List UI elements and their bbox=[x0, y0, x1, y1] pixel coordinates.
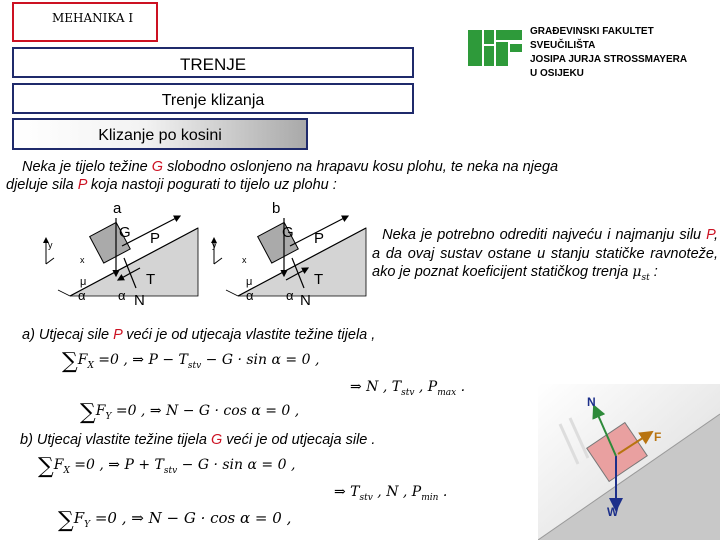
subtopic-title: Trenje klizanja bbox=[12, 83, 414, 114]
label-mu-a: μ bbox=[80, 276, 87, 288]
label-y-a: y bbox=[48, 240, 53, 250]
label-P-a: P bbox=[150, 230, 161, 247]
faculty-name: GRAĐEVINSKI FAKULTET SVEUČILIŠTA JOSIPA JURJA STROSSMAYERA U OSIJEKU bbox=[530, 26, 688, 79]
label-y-b: y bbox=[212, 240, 217, 250]
label-alpha-a2: α bbox=[78, 288, 86, 303]
label-alpha-b2: α bbox=[246, 288, 254, 303]
task-paragraph: Neka je potrebno odrediti najveću i najmanju silu P, a da ovaj sustav ostane u stanju statičke ravnoteže, ako je poznat koeficijent statičkog trenja $\mu_{st}$ : bbox=[372, 227, 719, 283]
case-b-heading: b) Utjecaj vlastite težine tijela G veći je od utjecaja sile . bbox=[20, 432, 376, 448]
label-x-a: x bbox=[80, 255, 85, 265]
label-x-b: x bbox=[242, 255, 247, 265]
label-mu-b: μ bbox=[246, 276, 253, 288]
case-a-heading: a) Utjecaj sile P veći je od utjecaja vlastite težine tijela , bbox=[22, 327, 376, 343]
case-a-eq-x: $\sum F_X =0$ , ⇒ $P - T_{stv} - G \cdot \sin \alpha = 0$ , bbox=[62, 349, 320, 374]
label-T-b: T bbox=[314, 271, 324, 288]
case-b-result: ⇒ $T_{stv}$ , N , $P_{min}$ . bbox=[334, 484, 448, 503]
label-G-a: G bbox=[119, 224, 131, 241]
case-b-eq-x: $\sum F_X =0$ , ⇒ $P + T_{stv} - G \cdot \sin \alpha = 0$ , bbox=[38, 454, 296, 479]
photo-label-W: W bbox=[607, 505, 619, 519]
intro-paragraph: Neka je tijelo težine G slobodno oslonjeno na hrapavu kosu plohu, te neka na njega djeluje sila P koja nastoji pogurati to tijelo uz plohu : bbox=[6, 159, 559, 193]
topic-title: TRENJE bbox=[12, 47, 414, 78]
case-a-eq-y: $\sum F_Y =0$ , ⇒ N − G · cos α = 0 , bbox=[80, 400, 300, 425]
label-T-a: T bbox=[146, 271, 156, 288]
label-P-b: P bbox=[314, 230, 325, 247]
case-a-result: ⇒ N , $T_{stv}$ , $P_{max}$ . bbox=[350, 379, 466, 398]
label-alpha-b: α bbox=[286, 288, 294, 303]
label-b: b bbox=[272, 200, 281, 217]
case-b-eq-y: $\sum F_Y =0$ , ⇒ N − G · cos α = 0 , bbox=[58, 508, 292, 533]
label-N-a: N bbox=[134, 292, 145, 309]
incline-illustration bbox=[538, 384, 720, 540]
label-N-b: N bbox=[300, 292, 311, 309]
photo-label-N: N bbox=[587, 395, 596, 409]
label-G-b: G bbox=[282, 224, 294, 241]
section-title: Klizanje po kosini bbox=[12, 118, 308, 150]
course-title: MEHANIKA I bbox=[12, 2, 158, 42]
label-alpha-a: α bbox=[118, 288, 126, 303]
label-a: a bbox=[113, 200, 122, 217]
photo-label-F: F bbox=[654, 430, 662, 444]
faculty-logo-icon bbox=[468, 26, 524, 70]
